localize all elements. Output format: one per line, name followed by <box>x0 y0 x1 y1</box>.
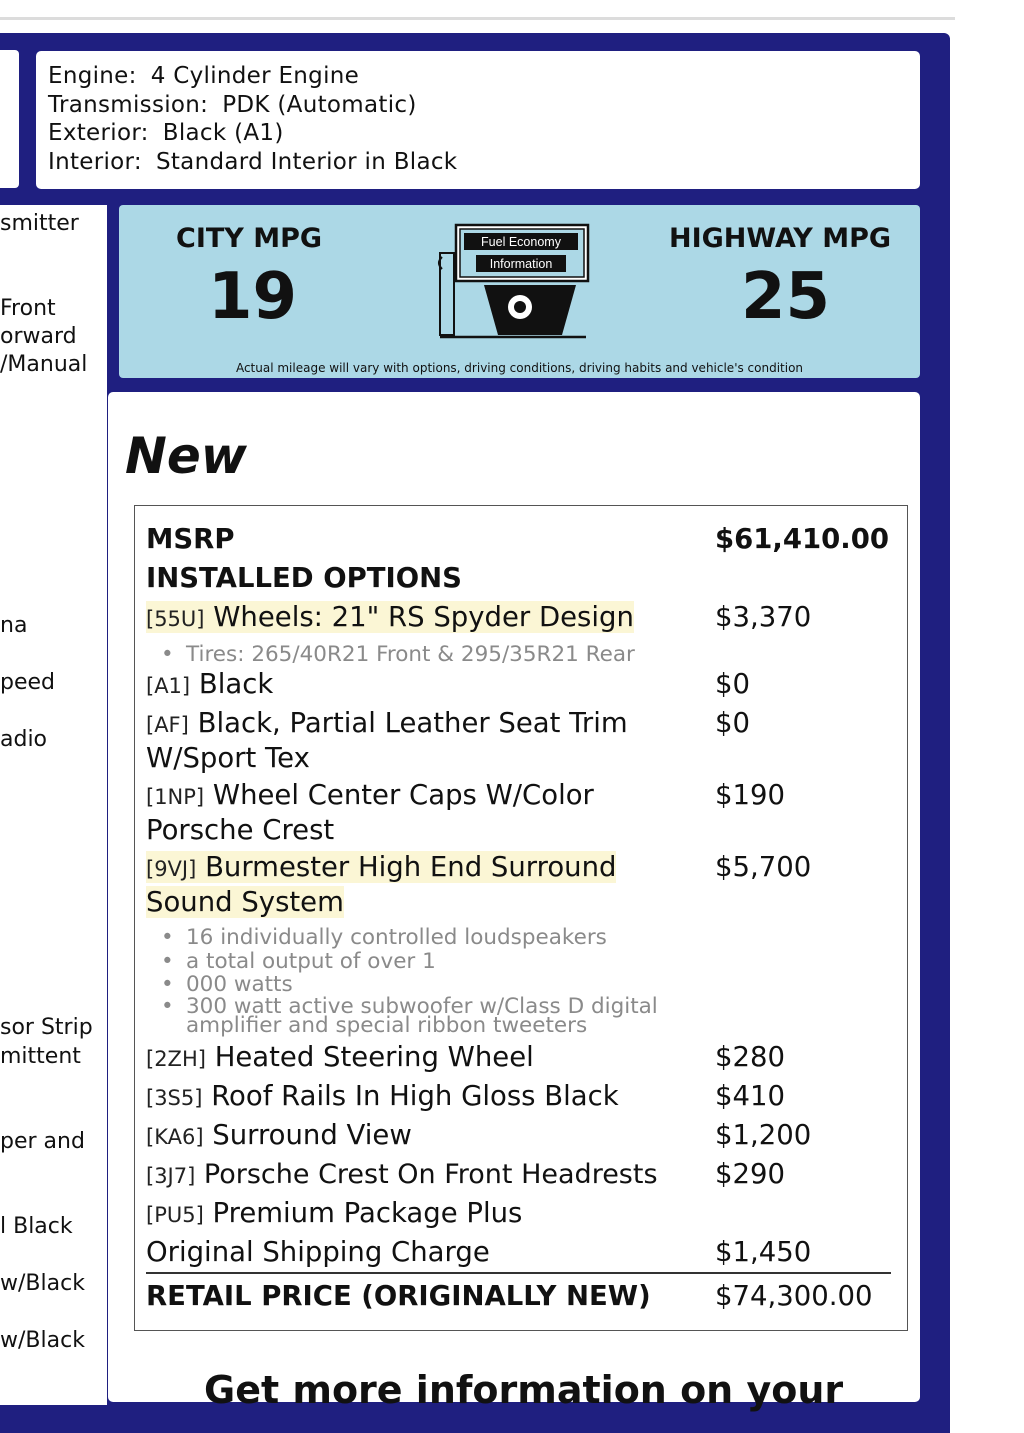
price-panel <box>108 392 920 1412</box>
option-name: Surround View <box>212 1119 412 1151</box>
option-name: Heated Steering Wheel <box>214 1041 534 1073</box>
option-detail: • 300 watt active subwoofer w/Class D digital amplifier and special ribbon tweeters <box>161 997 701 1035</box>
option-price: $190 <box>715 779 785 811</box>
option-code: [3S5] <box>146 1086 203 1110</box>
option-price: $0 <box>715 707 750 739</box>
option-code: [3J7] <box>146 1164 196 1188</box>
left-panel-top <box>0 50 19 188</box>
option-details <box>161 642 635 668</box>
total-divider <box>146 1272 891 1274</box>
option-price: $0 <box>715 668 750 700</box>
more-info-heading: Get more information on your <box>204 1368 844 1412</box>
spec-interior: Interior: Standard Interior in Black <box>48 148 458 175</box>
option-detail: • 16 individually controlled loudspeakers <box>161 926 701 950</box>
icon-line-1: Fuel Economy <box>481 235 561 249</box>
option-description <box>146 1158 716 1193</box>
retail-value: $74,300.00 <box>715 1280 873 1312</box>
option-description <box>146 851 701 919</box>
mileage-disclaimer: Actual mileage will vary with options, driving conditions, driving habits and vehicle's condition <box>235 361 804 375</box>
msrp-label: MSRP <box>146 523 235 555</box>
option-code: [A1] <box>146 674 191 698</box>
highway-mpg-label: HIGHWAY MPG <box>669 223 892 254</box>
option-price: $290 <box>715 1158 785 1190</box>
shipping-value: $1,450 <box>715 1236 812 1268</box>
option-name: Black <box>198 668 274 700</box>
vehicle-specs <box>36 51 920 189</box>
msrp-value: $61,410.00 <box>715 523 889 555</box>
option-description <box>146 707 701 775</box>
left-fragment: orward <box>0 324 77 349</box>
city-mpg-label: CITY MPG <box>176 223 323 254</box>
option-code: [9VJ] <box>146 857 197 881</box>
left-fragment: adio <box>0 727 48 752</box>
option-name: Premium Package Plus <box>212 1197 523 1229</box>
condition-heading: New <box>125 427 247 485</box>
option-price: $1,200 <box>715 1119 812 1151</box>
option-name: Wheels: 21" RS Spyder Design <box>213 601 634 633</box>
option-description <box>146 1197 701 1232</box>
option-price: $280 <box>715 1041 785 1073</box>
spec-exterior: Exterior: Black (A1) <box>48 120 284 146</box>
option-price: $3,370 <box>715 601 812 633</box>
option-description <box>146 668 701 703</box>
left-fragment: peed <box>0 670 55 695</box>
option-description <box>146 1119 701 1154</box>
option-name: Black, Partial Leather Seat Trim W/Sport Tex <box>146 707 628 774</box>
option-details <box>161 925 701 1038</box>
option-detail: • 000 watts <box>161 973 701 997</box>
icon-line-2: Information <box>489 257 553 271</box>
option-name: Burmester High End Surround Sound System <box>146 851 617 918</box>
left-fragment: smitter <box>0 211 79 236</box>
left-fragment: l Black <box>0 1214 73 1239</box>
spec-engine: Engine: 4 Cylinder Engine <box>48 63 360 89</box>
spec-transmission: Transmission: PDK (Automatic) <box>48 91 417 118</box>
option-detail: • a total output of over 1 <box>161 950 701 974</box>
option-name: Roof Rails In High Gloss Black <box>211 1080 619 1112</box>
option-price: $410 <box>715 1080 785 1112</box>
city-mpg-value: 19 <box>208 260 298 334</box>
option-code: [1NP] <box>146 785 205 809</box>
price-table: MSRP $61,410.00 INSTALLED OPTIONS [55U] Wheels: 21" RS Spyder Design $3,370 • Tires: 265/40R21 Front & 295/35R21 Rear [A1] Black $0 [AF] Black, Partial Leather Seat Trim W/Sport Tex $0 [1NP] Wheel Center Caps W/Color Porsche Crest $190 [9VJ] Burmester High End Surround Sound System $5,700 • 16 individually controlled loudspeakers • a total output of over 1 • 000 watts • 300 watt active subwoofer w/Class D digital amplifier and special ribbon tweeters [2ZH] Heated Steering Wheel $280 [3S5] Roof Rails In High Gloss Black $410 [KA6] Surround View $1,200 [3J7] Porsche Crest On Front Headrests $290 [PU5] Premium Package Plus Original Shipping Charge $1,450 RETAIL PRICE (ORIGINALLY NEW) $74,300.00 <box>134 505 908 1331</box>
option-code: [AF] <box>146 713 189 737</box>
option-code: [55U] <box>146 607 205 631</box>
highway-mpg-value: 25 <box>741 260 831 334</box>
option-detail: • Tires: 265/40R21 Front & 295/35R21 Rear <box>161 642 635 668</box>
option-code: [PU5] <box>146 1203 204 1227</box>
left-fragment: w/Black <box>0 1328 85 1353</box>
left-fragment: Front <box>0 296 56 321</box>
left-fragment: per and <box>0 1129 85 1154</box>
fuel-economy-icon <box>436 223 596 345</box>
option-description <box>146 1041 701 1076</box>
option-description <box>146 779 701 847</box>
option-code: [KA6] <box>146 1125 204 1149</box>
top-divider <box>0 17 955 20</box>
option-name: Porsche Crest On Front Headrests <box>203 1159 658 1190</box>
option-description <box>146 601 701 636</box>
left-fragment: w/Black <box>0 1271 85 1296</box>
option-description <box>146 1080 701 1115</box>
option-name: Wheel Center Caps W/Color Porsche Crest <box>146 779 594 846</box>
shipping-label: Original Shipping Charge <box>146 1236 490 1268</box>
left-fragment: /Manual <box>0 352 88 377</box>
left-fragment: na <box>0 613 28 638</box>
retail-label: RETAIL PRICE (ORIGINALLY NEW) <box>146 1280 651 1312</box>
option-price: $5,700 <box>715 851 812 883</box>
option-code: [2ZH] <box>146 1047 206 1071</box>
left-features-column <box>0 205 107 1405</box>
left-fragment: mittent <box>0 1044 81 1069</box>
left-fragment: sor Strip <box>0 1015 93 1040</box>
fuel-economy-panel <box>119 205 920 378</box>
